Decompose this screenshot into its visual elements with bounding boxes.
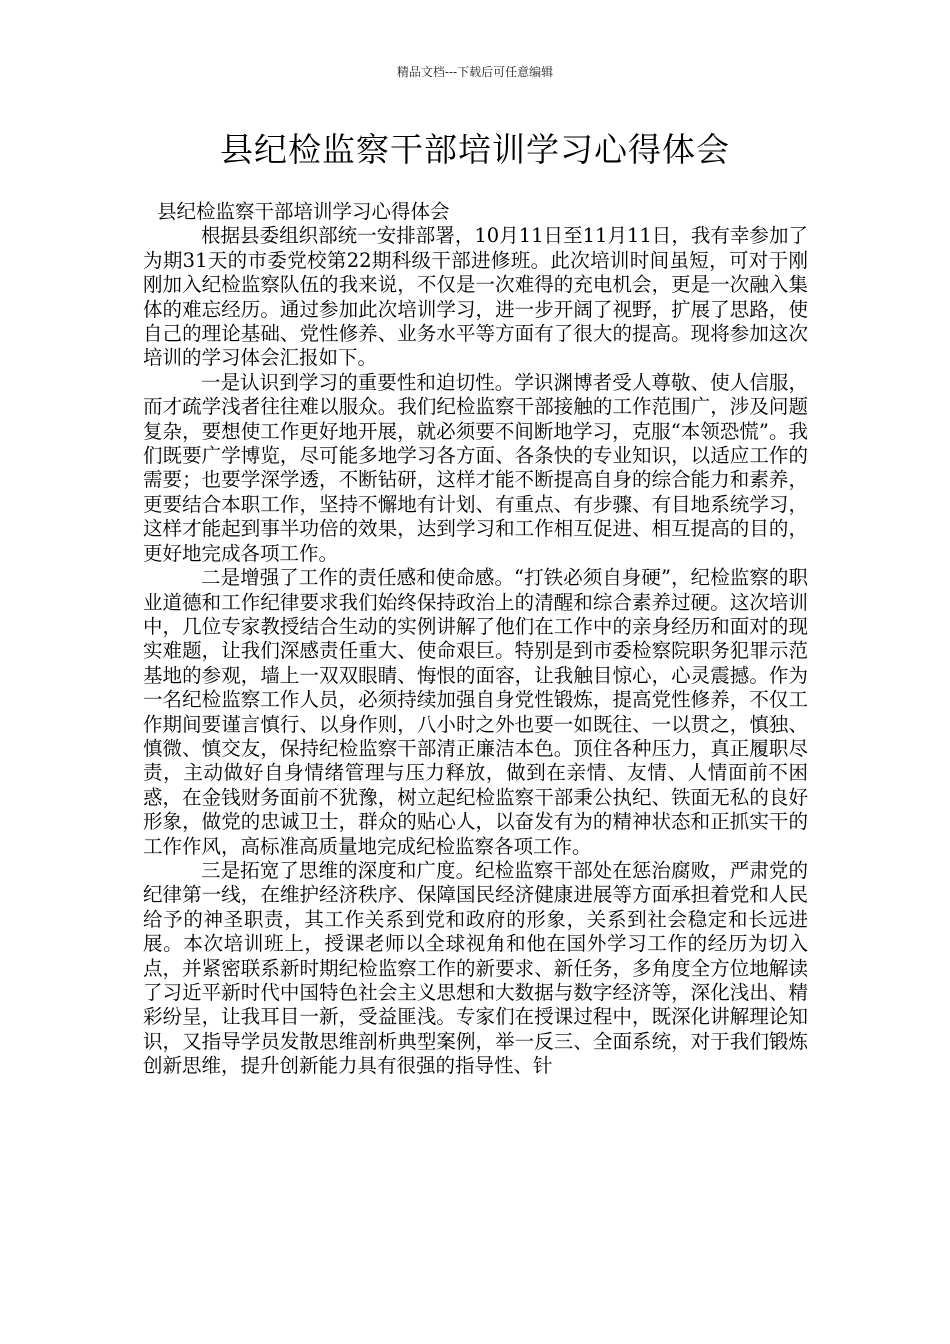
paragraph-intro: 根据县委组织部统一安排部署，10月11日至11月11日，我有幸参加了为期31天的市委党校第22期科级干部进修班。此次培训时间虽短，可对于刚刚加入纪检监察队伍的我来说，不仅是一次难得的充电机会，更是一次融入集体的难忘经历。通过参加此次培训学习，进一步开阔了视野，扩展了思路，使自己的理论基础、党性修养、业务水平等方面有了很大的提高。现将参加这次培训的学习体会汇报如下。 — [143, 224, 808, 370]
document-body — [143, 200, 808, 1079]
paragraph-point-two: 二是增强了工作的责任感和使命感。“打铁必须自身硬”，纪检监察的职业道德和工作纪律要求我们始终保持政治上的清醒和综合素养过硬。这次培训中，几位专家教授结合生动的实例讲解了他们在工作中的亲身经历和面对的现实难题，让我们深感责任重大、使命艰巨。特别是到市委检察院职务犯罪示范基地的参观，墙上一双双眼睛、悔恨的面容，让我触目惊心，心灵震撼。作为一名纪检监察工作人员，必须持续加强自身党性锻炼，提高党性修养，不仅工作期间要谨言慎行、以身作则，八小时之外也要一如既往、一以贯之，慎独、慎微、慎交友，保持纪检监察干部清正廉洁本色。顶住各种压力，真正履职尽责，主动做好自身情绪管理与压力释放，做到在亲情、友情、人情面前不困惑，在金钱财务面前不犹豫，树立起纪检监察干部秉公执纪、铁面无私的良好形象，做党的忠诚卫士，群众的贴心人，以奋发有为的精神状态和正抓实干的工作作风，高标准高质量地完成纪检监察各项工作。 — [143, 566, 808, 858]
document-subtitle: 县纪检监察干部培训学习心得体会 — [157, 200, 450, 223]
paragraph-point-one: 一是认识到学习的重要性和迫切性。学识渊博者受人尊敬、使人信服，而才疏学浅者往往难以服众。我们纪检监察干部接触的工作范围广，涉及问题复杂，要想使工作更好地开展，就必须要不间断地学习，克服“本领恐慌”。我们既要广学博览，尽可能多地学习各方面、各条快的专业知识，以适应工作的需要；也要学深学透，不断钻研，这样才能不断提高自身的综合能力和素养，更要结合本职工作，坚持不懈地有计划、有重点、有步骤、有目地系统学习，这样才能起到事半功倍的效果，达到学习和工作相互促进、相互提高的目的，更好地完成各项工作。 — [143, 370, 808, 565]
document-title: 县纪检监察干部培训学习心得体会 — [220, 130, 730, 169]
page-header: 精品文档---下载后可任意编辑 — [396, 65, 554, 79]
paragraph-point-three: 三是拓宽了思维的深度和广度。纪检监察干部处在惩治腐败，严肃党的纪律第一线，在维护经济秩序、保障国民经济健康进展等方面承担着党和人民给予的神圣职责，其工作关系到党和政府的形象，关系到社会稳定和长远进展。本次培训班上，授课老师以全球视角和他在国外学习工作的经历为切入点，并紧密联系新时期纪检监察工作的新要求、新任务，多角度全方位地解读了习近平新时代中国特色社会主义思想和大数据与数字经济等，深化浅出、精彩纷呈，让我耳目一新，受益匪浅。专家们在授课过程中，既深化讲解理论知识，又指导学员发散思维剖析典型案例，举一反三、全面系统，对于我们锻炼创新思维，提升创新能力具有很强的指导性、针 — [143, 858, 808, 1078]
